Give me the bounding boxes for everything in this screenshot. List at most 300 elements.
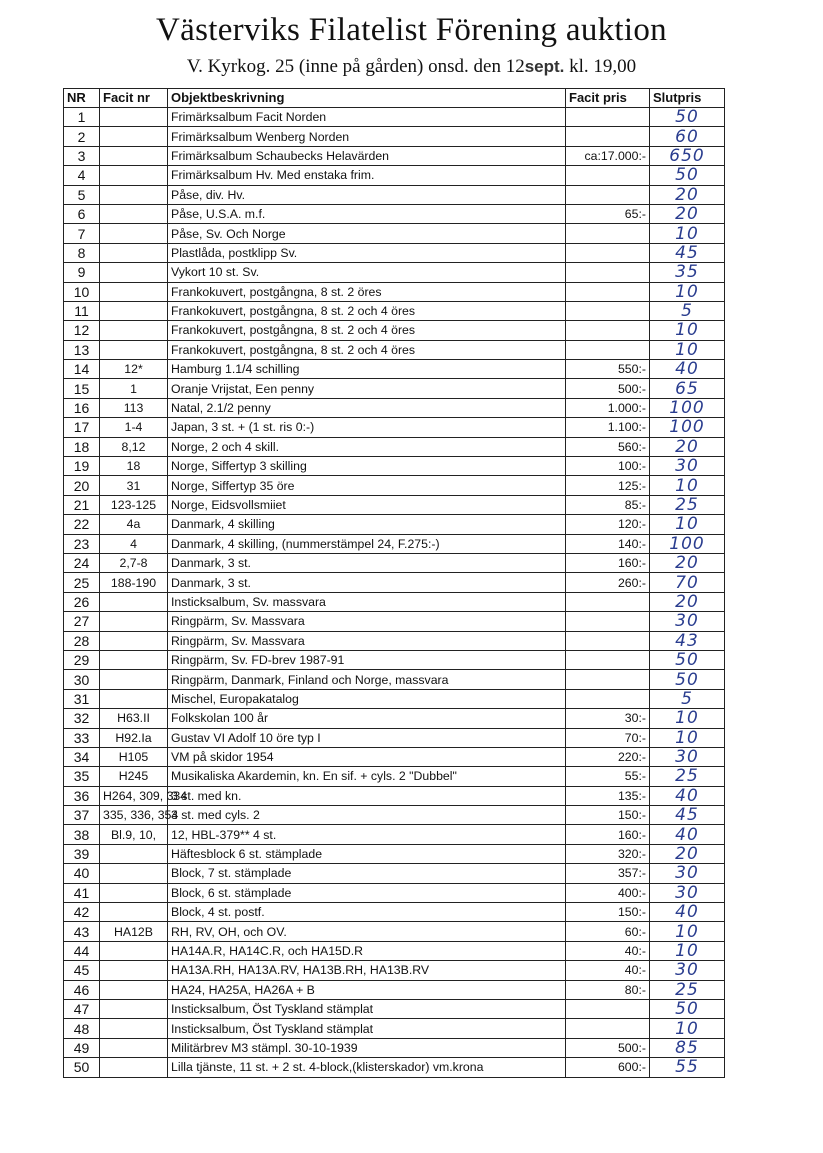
- table-row: [64, 476, 725, 495]
- cell-facit-pris: 135:-: [566, 786, 650, 805]
- cell-slutpris: 100: [650, 418, 725, 437]
- cell-facit-nr: 4: [100, 534, 168, 553]
- cell-nr: 41: [64, 883, 100, 902]
- table-row: [64, 146, 725, 165]
- cell-nr: 44: [64, 941, 100, 960]
- cell-objektbeskrivning: Block, 4 st. postf.: [168, 903, 566, 922]
- cell-slutpris: 10: [650, 340, 725, 359]
- cell-slutpris: 20: [650, 844, 725, 863]
- table-row: [64, 321, 725, 340]
- table-row: [64, 127, 725, 146]
- table-row: [64, 1038, 725, 1057]
- cell-facit-nr: [100, 844, 168, 863]
- cell-objektbeskrivning: Frimärksalbum Facit Norden: [168, 108, 566, 127]
- cell-objektbeskrivning: Ringpärm, Danmark, Finland och Norge, massvara: [168, 670, 566, 689]
- cell-facit-pris: [566, 999, 650, 1018]
- cell-objektbeskrivning: Ringpärm, Sv. Massvara: [168, 631, 566, 650]
- cell-slutpris: 10: [650, 709, 725, 728]
- cell-slutpris: 10: [650, 1019, 725, 1038]
- cell-facit-nr: [100, 864, 168, 883]
- cell-facit-pris: 80:-: [566, 980, 650, 999]
- cell-objektbeskrivning: Hamburg 1.1/4 schilling: [168, 360, 566, 379]
- cell-objektbeskrivning: Frankokuvert, postgångna, 8 st. 2 öres: [168, 282, 566, 301]
- cell-nr: 40: [64, 864, 100, 883]
- cell-nr: 1: [64, 108, 100, 127]
- cell-nr: 31: [64, 689, 100, 708]
- cell-facit-nr: 188-190: [100, 573, 168, 592]
- cell-nr: 15: [64, 379, 100, 398]
- cell-facit-pris: 60:-: [566, 922, 650, 941]
- cell-objektbeskrivning: Block, 7 st. stämplade: [168, 864, 566, 883]
- cell-facit-pris: [566, 592, 650, 611]
- cell-slutpris: 25: [650, 767, 725, 786]
- cell-nr: 8: [64, 243, 100, 262]
- cell-facit-nr: H264, 309, 334: [100, 786, 168, 805]
- cell-facit-pris: 160:-: [566, 825, 650, 844]
- cell-facit-nr: 1-4: [100, 418, 168, 437]
- cell-nr: 30: [64, 670, 100, 689]
- cell-objektbeskrivning: Plastlåda, postklipp Sv.: [168, 243, 566, 262]
- table-row: [64, 301, 725, 320]
- table-row: [64, 204, 725, 223]
- cell-slutpris: 30: [650, 961, 725, 980]
- cell-nr: 24: [64, 553, 100, 572]
- cell-facit-nr: [100, 263, 168, 282]
- cell-facit-nr: [100, 999, 168, 1018]
- table-row: [64, 573, 725, 592]
- cell-nr: 47: [64, 999, 100, 1018]
- cell-slutpris: 650: [650, 146, 725, 165]
- cell-facit-pris: [566, 631, 650, 650]
- cell-facit-pris: 400:-: [566, 883, 650, 902]
- cell-facit-nr: [100, 650, 168, 669]
- cell-facit-pris: 40:-: [566, 961, 650, 980]
- header-facit-nr: Facit nr: [100, 89, 168, 108]
- cell-facit-pris: 560:-: [566, 437, 650, 456]
- table-row: [64, 379, 725, 398]
- cell-slutpris: 10: [650, 515, 725, 534]
- cell-objektbeskrivning: Insticksalbum, Öst Tyskland stämplat: [168, 999, 566, 1018]
- cell-facit-pris: 1.100:-: [566, 418, 650, 437]
- cell-facit-pris: 500:-: [566, 379, 650, 398]
- cell-facit-pris: 160:-: [566, 553, 650, 572]
- table-row: [64, 185, 725, 204]
- cell-nr: 32: [64, 709, 100, 728]
- cell-facit-nr: Bl.9, 10,: [100, 825, 168, 844]
- cell-slutpris: 85: [650, 1038, 725, 1057]
- table-row: [64, 398, 725, 417]
- cell-objektbeskrivning: HA24, HA25A, HA26A + B: [168, 980, 566, 999]
- cell-nr: 19: [64, 457, 100, 476]
- cell-nr: 23: [64, 534, 100, 553]
- cell-slutpris: 45: [650, 806, 725, 825]
- subtitle-month: sept.: [524, 57, 565, 76]
- cell-facit-nr: [100, 689, 168, 708]
- cell-facit-nr: [100, 204, 168, 223]
- table-row: [64, 631, 725, 650]
- cell-facit-nr: 31: [100, 476, 168, 495]
- cell-nr: 5: [64, 185, 100, 204]
- cell-facit-nr: [100, 1019, 168, 1038]
- cell-objektbeskrivning: Norge, Siffertyp 3 skilling: [168, 457, 566, 476]
- table-row: [64, 282, 725, 301]
- cell-objektbeskrivning: 3 st. med cyls. 2: [168, 806, 566, 825]
- cell-facit-nr: [100, 670, 168, 689]
- cell-facit-pris: 125:-: [566, 476, 650, 495]
- cell-facit-nr: H63.II: [100, 709, 168, 728]
- cell-facit-nr: [100, 592, 168, 611]
- cell-objektbeskrivning: Häftesblock 6 st. stämplade: [168, 844, 566, 863]
- table-row: [64, 108, 725, 127]
- cell-objektbeskrivning: VM på skidor 1954: [168, 747, 566, 766]
- cell-nr: 45: [64, 961, 100, 980]
- cell-slutpris: 10: [650, 282, 725, 301]
- table-row: [64, 534, 725, 553]
- cell-facit-nr: [100, 631, 168, 650]
- cell-objektbeskrivning: Block, 6 st. stämplade: [168, 883, 566, 902]
- subtitle-prefix: V. Kyrkog. 25 (inne på gården) onsd. den 12: [186, 56, 525, 77]
- cell-slutpris: 20: [650, 553, 725, 572]
- subtitle-suffix: kl. 19,00: [564, 56, 637, 77]
- cell-nr: 36: [64, 786, 100, 805]
- cell-objektbeskrivning: HA14A.R, HA14C.R, och HA15D.R: [168, 941, 566, 960]
- cell-facit-nr: [100, 185, 168, 204]
- cell-facit-pris: 500:-: [566, 1038, 650, 1057]
- table-row: [64, 747, 725, 766]
- cell-facit-nr: 113: [100, 398, 168, 417]
- table-row: [64, 999, 725, 1018]
- cell-facit-pris: 85:-: [566, 495, 650, 514]
- table-row: [64, 243, 725, 262]
- cell-objektbeskrivning: Norge, 2 och 4 skill.: [168, 437, 566, 456]
- cell-slutpris: 50: [650, 670, 725, 689]
- cell-nr: 13: [64, 340, 100, 359]
- table-row: [64, 806, 725, 825]
- cell-slutpris: 50: [650, 166, 725, 185]
- cell-facit-pris: 40:-: [566, 941, 650, 960]
- cell-facit-nr: 8,12: [100, 437, 168, 456]
- cell-slutpris: 43: [650, 631, 725, 650]
- table-row: [64, 786, 725, 805]
- cell-objektbeskrivning: Oranje Vrijstat, Een penny: [168, 379, 566, 398]
- cell-facit-nr: [100, 224, 168, 243]
- table-row: [64, 961, 725, 980]
- cell-facit-pris: 150:-: [566, 806, 650, 825]
- cell-facit-pris: [566, 650, 650, 669]
- table-body: [64, 108, 725, 1078]
- cell-facit-pris: 150:-: [566, 903, 650, 922]
- cell-slutpris: 10: [650, 728, 725, 747]
- cell-nr: 17: [64, 418, 100, 437]
- cell-objektbeskrivning: Japan, 3 st. + (1 st. ris 0:-): [168, 418, 566, 437]
- cell-nr: 9: [64, 263, 100, 282]
- cell-facit-nr: [100, 903, 168, 922]
- cell-nr: 42: [64, 903, 100, 922]
- cell-objektbeskrivning: Folkskolan 100 år: [168, 709, 566, 728]
- cell-slutpris: 20: [650, 437, 725, 456]
- cell-slutpris: 5: [650, 689, 725, 708]
- cell-nr: 28: [64, 631, 100, 650]
- cell-slutpris: 65: [650, 379, 725, 398]
- cell-objektbeskrivning: Frankokuvert, postgångna, 8 st. 2 och 4 öres: [168, 340, 566, 359]
- cell-slutpris: 10: [650, 321, 725, 340]
- cell-facit-pris: [566, 224, 650, 243]
- cell-slutpris: 45: [650, 243, 725, 262]
- cell-slutpris: 100: [650, 398, 725, 417]
- cell-nr: 22: [64, 515, 100, 534]
- cell-nr: 26: [64, 592, 100, 611]
- cell-slutpris: 40: [650, 825, 725, 844]
- cell-facit-pris: 357:-: [566, 864, 650, 883]
- cell-objektbeskrivning: Musikaliska Akardemin, kn. En sif. + cyls. 2 "Dubbel": [168, 767, 566, 786]
- cell-nr: 29: [64, 650, 100, 669]
- cell-nr: 35: [64, 767, 100, 786]
- cell-slutpris: 10: [650, 941, 725, 960]
- cell-slutpris: 40: [650, 786, 725, 805]
- cell-facit-pris: 1.000:-: [566, 398, 650, 417]
- header-facit-pris: Facit pris: [566, 89, 650, 108]
- table-row: [64, 864, 725, 883]
- table-row: [64, 224, 725, 243]
- cell-facit-pris: [566, 166, 650, 185]
- cell-nr: 6: [64, 204, 100, 223]
- cell-objektbeskrivning: RH, RV, OH, och OV.: [168, 922, 566, 941]
- cell-facit-nr: [100, 243, 168, 262]
- cell-facit-pris: 70:-: [566, 728, 650, 747]
- cell-slutpris: 5: [650, 301, 725, 320]
- cell-nr: 37: [64, 806, 100, 825]
- cell-facit-pris: 320:-: [566, 844, 650, 863]
- cell-facit-nr: [100, 941, 168, 960]
- cell-facit-nr: [100, 127, 168, 146]
- table-row: [64, 166, 725, 185]
- table-row: [64, 767, 725, 786]
- table-row: [64, 1058, 725, 1077]
- cell-facit-nr: [100, 612, 168, 631]
- cell-facit-pris: 55:-: [566, 767, 650, 786]
- cell-slutpris: 50: [650, 999, 725, 1018]
- table-row: [64, 670, 725, 689]
- cell-facit-pris: [566, 127, 650, 146]
- cell-objektbeskrivning: HA13A.RH, HA13A.RV, HA13B.RH, HA13B.RV: [168, 961, 566, 980]
- cell-objektbeskrivning: Frankokuvert, postgångna, 8 st. 2 och 4 öres: [168, 321, 566, 340]
- cell-facit-pris: [566, 612, 650, 631]
- cell-facit-nr: HA12B: [100, 922, 168, 941]
- cell-facit-nr: [100, 282, 168, 301]
- cell-objektbeskrivning: Vykort 10 st. Sv.: [168, 263, 566, 282]
- cell-slutpris: 30: [650, 883, 725, 902]
- cell-slutpris: 50: [650, 650, 725, 669]
- table-row: [64, 592, 725, 611]
- header-objektbeskrivning: Objektbeskrivning: [168, 89, 566, 108]
- header-slutpris: Slutpris: [650, 89, 725, 108]
- cell-facit-nr: [100, 340, 168, 359]
- cell-nr: 33: [64, 728, 100, 747]
- cell-facit-nr: [100, 321, 168, 340]
- cell-facit-pris: 140:-: [566, 534, 650, 553]
- cell-facit-nr: H92.Ia: [100, 728, 168, 747]
- cell-slutpris: 10: [650, 224, 725, 243]
- table-header-row: [64, 89, 725, 108]
- cell-objektbeskrivning: Insticksalbum, Sv. massvara: [168, 592, 566, 611]
- cell-facit-nr: 335, 336, 354: [100, 806, 168, 825]
- cell-facit-pris: 65:-: [566, 204, 650, 223]
- cell-facit-nr: H245: [100, 767, 168, 786]
- cell-nr: 12: [64, 321, 100, 340]
- cell-objektbeskrivning: Frimärksalbum Schaubecks Helavärden: [168, 146, 566, 165]
- cell-facit-pris: 600:-: [566, 1058, 650, 1077]
- cell-facit-nr: [100, 1058, 168, 1077]
- cell-nr: 38: [64, 825, 100, 844]
- table-row: [64, 903, 725, 922]
- cell-nr: 11: [64, 301, 100, 320]
- table-row: [64, 1019, 725, 1038]
- cell-facit-nr: 12*: [100, 360, 168, 379]
- cell-facit-nr: H105: [100, 747, 168, 766]
- cell-slutpris: 55: [650, 1058, 725, 1077]
- cell-facit-nr: [100, 980, 168, 999]
- table-row: [64, 709, 725, 728]
- page-title: Västerviks Filatelist Förening auktion: [156, 12, 667, 48]
- table-row: [64, 689, 725, 708]
- cell-facit-nr: 1: [100, 379, 168, 398]
- table-row: [64, 515, 725, 534]
- cell-objektbeskrivning: Danmark, 3 st.: [168, 573, 566, 592]
- cell-nr: 48: [64, 1019, 100, 1038]
- cell-facit-pris: 220:-: [566, 747, 650, 766]
- table-row: [64, 495, 725, 514]
- cell-facit-nr: [100, 108, 168, 127]
- table-row: [64, 553, 725, 572]
- cell-slutpris: 25: [650, 980, 725, 999]
- cell-objektbeskrivning: Insticksalbum, Öst Tyskland stämplat: [168, 1019, 566, 1038]
- cell-facit-pris: [566, 1019, 650, 1038]
- cell-facit-pris: [566, 301, 650, 320]
- cell-facit-nr: 123-125: [100, 495, 168, 514]
- cell-slutpris: 10: [650, 922, 725, 941]
- auction-table: [63, 88, 725, 1078]
- cell-slutpris: 20: [650, 592, 725, 611]
- cell-facit-nr: [100, 166, 168, 185]
- cell-nr: 2: [64, 127, 100, 146]
- cell-facit-pris: [566, 321, 650, 340]
- cell-facit-pris: 100:-: [566, 457, 650, 476]
- cell-nr: 16: [64, 398, 100, 417]
- table-row: [64, 825, 725, 844]
- table-row: [64, 650, 725, 669]
- table-row: [64, 437, 725, 456]
- table-row: [64, 728, 725, 747]
- cell-facit-pris: 260:-: [566, 573, 650, 592]
- cell-objektbeskrivning: Frankokuvert, postgångna, 8 st. 2 och 4 öres: [168, 301, 566, 320]
- cell-objektbeskrivning: 3 st. med kn.: [168, 786, 566, 805]
- cell-facit-pris: [566, 185, 650, 204]
- cell-objektbeskrivning: Danmark, 3 st.: [168, 553, 566, 572]
- cell-facit-pris: [566, 340, 650, 359]
- cell-slutpris: 40: [650, 903, 725, 922]
- cell-nr: 34: [64, 747, 100, 766]
- cell-nr: 7: [64, 224, 100, 243]
- cell-nr: 4: [64, 166, 100, 185]
- table-row: [64, 941, 725, 960]
- table-row: [64, 883, 725, 902]
- cell-objektbeskrivning: Gustav VI Adolf 10 öre typ I: [168, 728, 566, 747]
- cell-nr: 46: [64, 980, 100, 999]
- cell-objektbeskrivning: Natal, 2.1/2 penny: [168, 398, 566, 417]
- cell-objektbeskrivning: Norge, Eidsvollsmiiet: [168, 495, 566, 514]
- cell-objektbeskrivning: Ringpärm, Sv. Massvara: [168, 612, 566, 631]
- table-row: [64, 844, 725, 863]
- cell-nr: 50: [64, 1058, 100, 1077]
- cell-slutpris: 40: [650, 360, 725, 379]
- table-row: [64, 922, 725, 941]
- cell-objektbeskrivning: Frimärksalbum Hv. Med enstaka frim.: [168, 166, 566, 185]
- cell-facit-pris: 30:-: [566, 709, 650, 728]
- cell-slutpris: 25: [650, 495, 725, 514]
- cell-facit-nr: [100, 146, 168, 165]
- cell-facit-nr: 18: [100, 457, 168, 476]
- cell-facit-pris: [566, 108, 650, 127]
- cell-slutpris: 100: [650, 534, 725, 553]
- cell-facit-pris: [566, 670, 650, 689]
- cell-nr: 14: [64, 360, 100, 379]
- cell-nr: 3: [64, 146, 100, 165]
- cell-objektbeskrivning: Lilla tjänste, 11 st. + 2 st. 4-block,(klisterskador) vm.krona: [168, 1058, 566, 1077]
- cell-slutpris: 35: [650, 263, 725, 282]
- table-row: [64, 418, 725, 437]
- cell-facit-pris: [566, 243, 650, 262]
- cell-objektbeskrivning: Frimärksalbum Wenberg Norden: [168, 127, 566, 146]
- cell-facit-pris: 550:-: [566, 360, 650, 379]
- cell-objektbeskrivning: Påse, Sv. Och Norge: [168, 224, 566, 243]
- cell-nr: 43: [64, 922, 100, 941]
- table-row: [64, 360, 725, 379]
- cell-slutpris: 20: [650, 185, 725, 204]
- cell-objektbeskrivning: Danmark, 4 skilling, (nummerstämpel 24, F.275:-): [168, 534, 566, 553]
- table-row: [64, 457, 725, 476]
- cell-objektbeskrivning: Danmark, 4 skilling: [168, 515, 566, 534]
- cell-facit-nr: [100, 883, 168, 902]
- cell-objektbeskrivning: Militärbrev M3 stämpl. 30-10-1939: [168, 1038, 566, 1057]
- cell-objektbeskrivning: Ringpärm, Sv. FD-brev 1987-91: [168, 650, 566, 669]
- cell-objektbeskrivning: 12, HBL-379** 4 st.: [168, 825, 566, 844]
- cell-facit-nr: [100, 301, 168, 320]
- cell-facit-nr: [100, 961, 168, 980]
- cell-facit-pris: ca:17.000:-: [566, 146, 650, 165]
- cell-slutpris: 10: [650, 476, 725, 495]
- cell-slutpris: 70: [650, 573, 725, 592]
- cell-facit-pris: 120:-: [566, 515, 650, 534]
- table-row: [64, 263, 725, 282]
- cell-facit-pris: [566, 282, 650, 301]
- cell-nr: 20: [64, 476, 100, 495]
- cell-objektbeskrivning: Mischel, Europakatalog: [168, 689, 566, 708]
- cell-slutpris: 50: [650, 108, 725, 127]
- page-subtitle: [0, 56, 823, 78]
- cell-slutpris: 30: [650, 864, 725, 883]
- cell-nr: 25: [64, 573, 100, 592]
- cell-objektbeskrivning: Påse, div. Hv.: [168, 185, 566, 204]
- cell-objektbeskrivning: Påse, U.S.A. m.f.: [168, 204, 566, 223]
- cell-slutpris: 30: [650, 612, 725, 631]
- cell-nr: 21: [64, 495, 100, 514]
- header-nr: NR: [64, 89, 100, 108]
- cell-slutpris: 60: [650, 127, 725, 146]
- cell-facit-nr: 2,7-8: [100, 553, 168, 572]
- cell-facit-pris: [566, 689, 650, 708]
- cell-nr: 10: [64, 282, 100, 301]
- cell-nr: 39: [64, 844, 100, 863]
